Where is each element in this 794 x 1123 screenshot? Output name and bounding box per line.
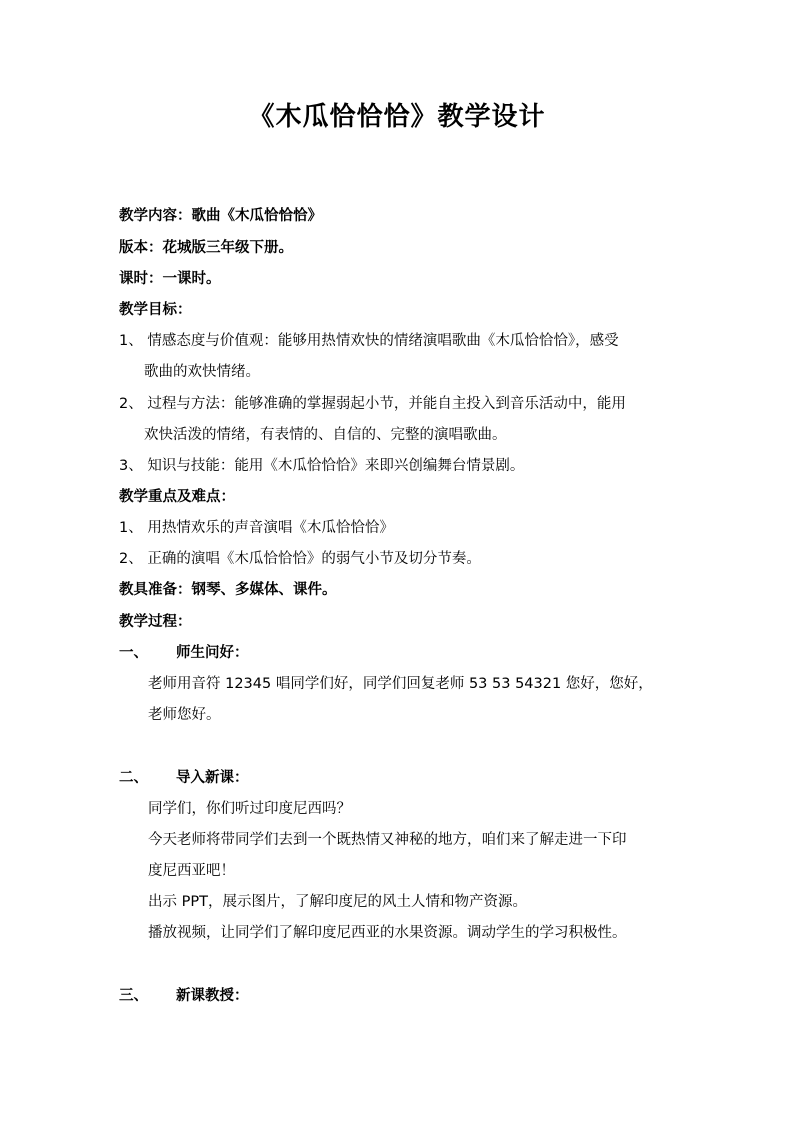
- section-2-line-1: 同学们，你们听过印度尼西吗？: [148, 801, 351, 817]
- key-points-heading: 教学重点及难点：: [119, 489, 235, 505]
- section-2-line-2: 今天老师将带同学们去到一个既热情又神秘的地方，咱们来了解走进一下印: [148, 832, 627, 848]
- objective-3: 3、 知识与技能：能用《木瓜恰恰恰》来即兴创编舞台情景剧。: [119, 458, 525, 474]
- objective-2-line-1: 2、 过程与方法：能够准确的掌握弱起小节，并能自主投入到音乐活动中，能用: [119, 396, 626, 412]
- section-2-title: 导入新课：: [176, 770, 249, 786]
- key-point-1: 1、 用热情欢乐的声音演唱《木瓜恰恰恰》: [119, 520, 394, 536]
- section-1-number: 一、: [119, 645, 148, 661]
- tools-line: 教具准备：钢琴、多媒体、课件。: [119, 582, 337, 598]
- section-3-number: 三、: [119, 988, 148, 1004]
- teaching-content: 教学内容：歌曲《木瓜恰恰恰》: [119, 208, 322, 224]
- period-line: 课时：一课时。: [119, 271, 221, 287]
- objective-2-line-2: 欢快活泼的情绪，有表情的、自信的、完整的演唱歌曲。: [144, 427, 507, 443]
- section-2-heading: [119, 768, 249, 788]
- section-2-line-5: 播放视频，让同学们了解印度尼西亚的水果资源。调动学生的学习积极性。: [148, 925, 627, 941]
- key-point-2: 2、 正确的演唱《木瓜恰恰恰》的弱气小节及切分节奏。: [119, 551, 481, 567]
- section-1-title: 师生问好：: [176, 645, 249, 661]
- section-3-title: 新课教授：: [176, 988, 249, 1004]
- process-heading: 教学过程：: [119, 614, 192, 630]
- section-2-number: 二、: [119, 770, 148, 786]
- objectives-heading: 教学目标：: [119, 302, 192, 318]
- objective-1-line-1: 1、 情感态度与价值观：能够用热情欢快的情绪演唱歌曲《木瓜恰恰恰》，感受: [119, 333, 619, 349]
- section-1-heading: [119, 643, 249, 663]
- document-title: 《木瓜恰恰恰》教学设计: [248, 102, 546, 132]
- section-2-line-3: 度尼西亚吧！: [148, 863, 235, 879]
- section-1-line-1: 老师用音符 12345 唱同学们好，同学们回复老师 53 53 54321 您好，您好，: [148, 676, 653, 692]
- objective-1-line-2: 歌曲的欢快情绪。: [144, 364, 260, 380]
- section-2-line-4: 出示 PPT，展示图片，了解印度尼的风土人情和物产资源。: [148, 894, 527, 910]
- edition-line: 版本：花城版三年级下册。: [119, 240, 293, 256]
- section-3-heading: [119, 986, 249, 1006]
- section-1-line-2: 老师您好。: [148, 707, 221, 723]
